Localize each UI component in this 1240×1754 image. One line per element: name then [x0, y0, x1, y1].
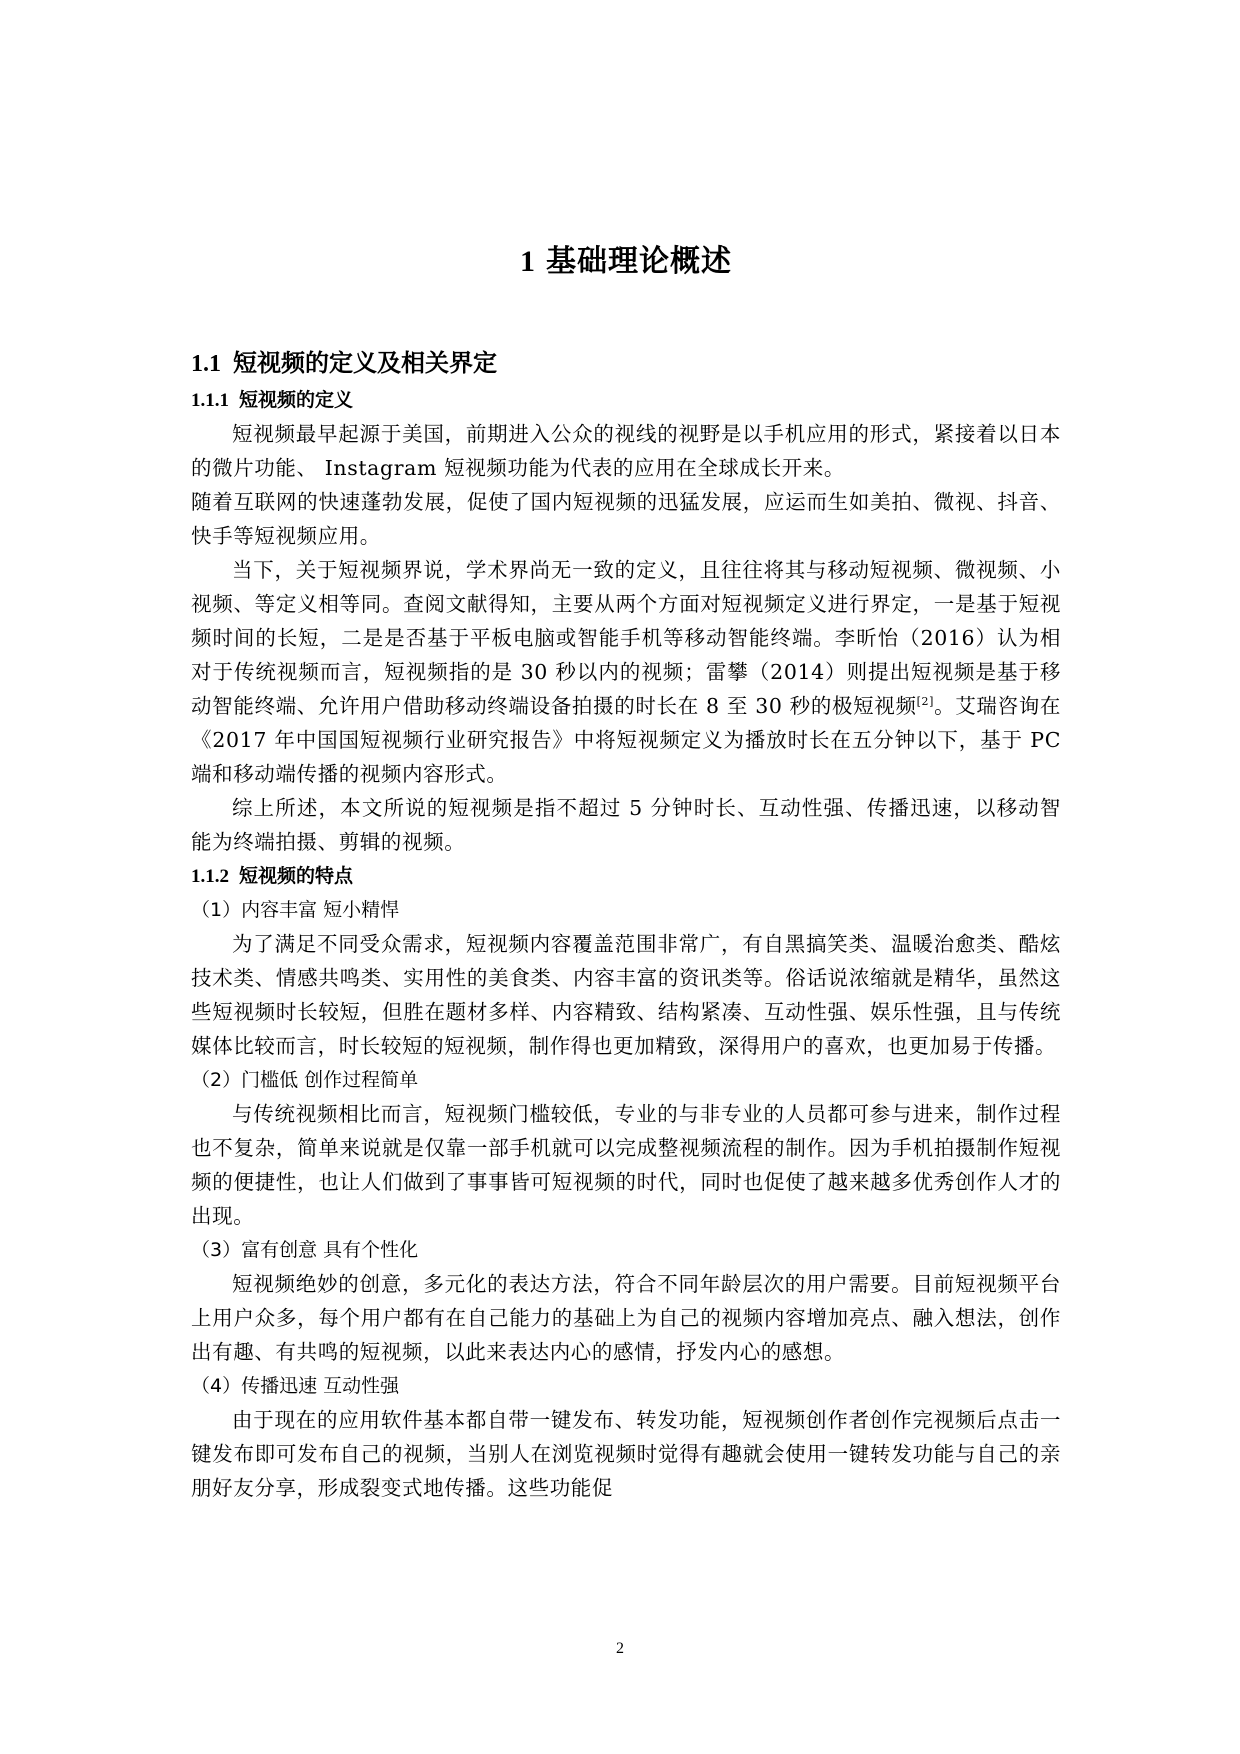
feature-heading: （3）富有创意 具有个性化	[191, 1239, 419, 1261]
subsection-title: 短视频的特点	[239, 865, 354, 887]
feature-heading: （1）内容丰富 短小精悍	[191, 899, 400, 921]
section-number: 1.1	[191, 351, 221, 377]
section-title: 短视频的定义及相关界定	[233, 349, 497, 377]
feature-paragraph: 为了满足不同受众需求，短视频内容覆盖范围非常广，有自黑搞笑类、温暖治愈类、酷炫技术类、情感共鸣类、实用性的美食类、内容丰富的资讯类等。俗话说浓缩就是精华，虽然这些短视频时长较短，但胜在题材多样、内容精致、结构紧凑、互动性强、娱乐性强，且与传统媒体比较而言，时长较短的短视频，制作得也更加精致，深得用户的喜欢，也更加易于传播。	[191, 932, 1061, 1058]
paragraph-definitions	[191, 553, 1061, 791]
feature-heading: （4）传播迅速 互动性强	[191, 1375, 400, 1397]
paragraph-definitions-part1: 当下，关于短视频界说，学术界尚无一致的定义，且往往将其与移动短视频、微视频、小视频、等定义相等同。查阅文献得知，主要从两个方面对短视频定义进行界定，一是基于短视频时间的长短，二是是否基于平板电脑或智能手机等移动智能终端。李昕怡（2016）认为相对于传统视频而言，短视频指的是 30 秒以内的视频；雷攀（2014）则提出短视频是基于移动智能终端、允许用户借助移动终端设备拍摄的时长在 8 至 30 秒的极短视频	[191, 558, 1061, 718]
paragraph-domestic-growth: 随着互联网的快速蓬勃发展，促使了国内短视频的迅猛发展，应运而生如美拍、微视、抖音、快手等短视频应用。	[191, 490, 1061, 548]
paragraph-definitions-part2: 。艾瑞咨询在《2017 年中国国短视频行业研究报告》中将短视频定义为播放时长在五分钟以下，基于 PC 端和移动端传播的视频内容形式。	[191, 694, 1061, 786]
feature-paragraph: 与传统视频相比而言，短视频门槛较低，专业的与非专业的人员都可参与进来，制作过程也不复杂，简单来说就是仅靠一部手机就可以完成整视频流程的制作。因为手机拍摄制作短视频的便捷性，也让人们做到了事事皆可短视频的时代，同时也促使了越来越多优秀创作人才的出现。	[191, 1102, 1061, 1228]
feature-heading: （2）门槛低 创作过程简单	[191, 1069, 419, 1091]
feature-paragraph: 短视频绝妙的创意，多元化的表达方法，符合不同年龄层次的用户需要。目前短视频平台上用户众多，每个用户都有在自己能力的基础上为自己的视频内容增加亮点、融入想法，创作出有趣、有共鸣的短视频，以此来表达内心的感情，抒发内心的感想。	[191, 1272, 1061, 1364]
chapter-heading	[191, 240, 1061, 284]
subsection-number: 1.1.1	[191, 390, 229, 411]
paragraph-origin: 短视频最早起源于美国，前期进入公众的视线的视野是以手机应用的形式，紧接着以日本的微片功能、 Instagram 短视频功能为代表的应用在全球成长开来。	[191, 422, 1061, 480]
section-heading	[191, 343, 1061, 383]
subsection-heading-features	[191, 859, 1061, 893]
subsection-number: 1.1.2	[191, 866, 229, 887]
chapter-title: 基础理论概述	[546, 244, 732, 279]
page-content	[191, 240, 1061, 1505]
feature-paragraph: 由于现在的应用软件基本都自带一键发布、转发功能，短视频创作者创作完视频后点击一键发布即可发布自己的视频，当别人在浏览视频时觉得有趣就会使用一键转发功能与自己的亲朋好友分享，形成裂变式地传播。这些功能促	[191, 1408, 1061, 1500]
citation-marker: [2]	[916, 695, 935, 709]
paragraph-summary: 综上所述，本文所说的短视频是指不超过 5 分钟时长、互动性强、传播迅速，以移动智能为终端拍摄、剪辑的视频。	[191, 796, 1061, 854]
subsection-heading-definition	[191, 383, 1061, 417]
chapter-number: 1	[520, 245, 536, 278]
subsection-title: 短视频的定义	[239, 389, 354, 411]
page-number: 2	[616, 1640, 624, 1657]
